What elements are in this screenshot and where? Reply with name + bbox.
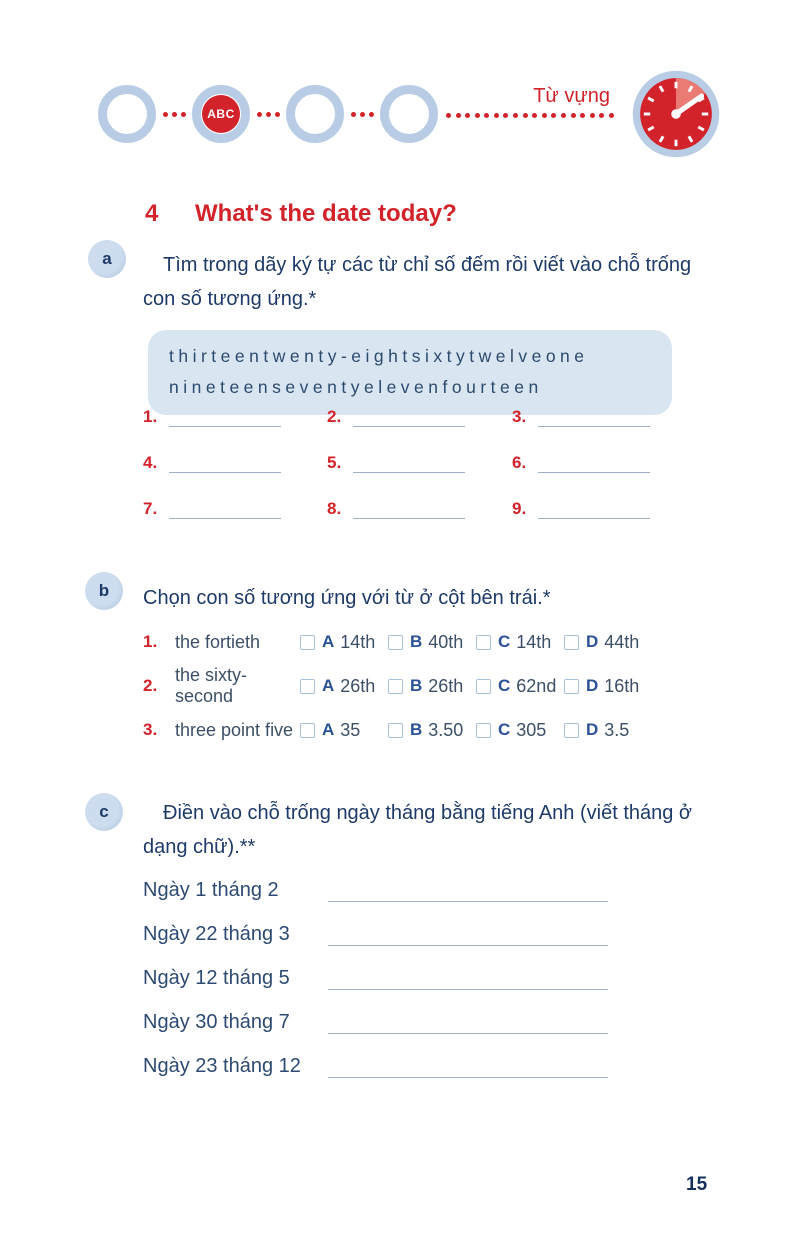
numbered-blank <box>327 406 512 427</box>
red-dot <box>257 112 262 117</box>
blank-number: 3. <box>512 407 527 426</box>
red-dot <box>275 112 280 117</box>
answer-line[interactable] <box>328 1014 608 1034</box>
red-dot <box>561 113 566 118</box>
answer-option <box>388 720 476 741</box>
answer-option <box>388 676 476 697</box>
lesson-title-text: What's the date today? <box>195 200 457 227</box>
option-checkbox[interactable] <box>564 679 579 694</box>
progress-circle-2 <box>286 85 344 143</box>
option-checkbox[interactable] <box>388 679 403 694</box>
answer-option <box>476 632 564 653</box>
option-letter: C <box>498 720 511 739</box>
option-checkbox[interactable] <box>300 635 315 650</box>
answer-line[interactable] <box>328 1058 608 1078</box>
red-dot <box>503 113 508 118</box>
red-dot <box>456 113 461 118</box>
numbered-blank <box>143 498 327 519</box>
blanks-grid <box>143 406 688 519</box>
option-checkbox[interactable] <box>300 723 315 738</box>
red-dot <box>360 112 365 117</box>
question-number: 3. <box>143 720 158 739</box>
question-term: the sixty-second <box>175 665 248 706</box>
option-letter: D <box>586 720 599 739</box>
red-dot <box>369 112 374 117</box>
red-dot <box>163 112 168 117</box>
letter-sequence-line2: nineteenseventyelevenfourteen <box>169 377 543 397</box>
blank-number: 6. <box>512 453 527 472</box>
dot-separator <box>156 112 192 117</box>
option-letter: B <box>410 676 423 695</box>
multiple-choice-row <box>143 620 713 664</box>
answer-line[interactable] <box>328 926 608 946</box>
answer-option <box>300 676 388 697</box>
red-dot <box>590 113 595 118</box>
answer-option <box>300 632 388 653</box>
multiple-choice-row <box>143 664 713 708</box>
option-value: 44th <box>604 631 640 652</box>
section-c-instruction: Điền vào chỗ trống ngày tháng bằng tiếng Anh (viết tháng ở dạng chữ).** <box>143 802 693 858</box>
red-dot <box>523 113 528 118</box>
progress-circle-3 <box>380 85 438 143</box>
multiple-choice-list <box>143 620 713 752</box>
date-label: Ngày 1 tháng 2 <box>143 879 279 901</box>
answer-option <box>564 632 652 653</box>
option-checkbox[interactable] <box>564 723 579 738</box>
date-row <box>143 990 643 1034</box>
option-checkbox[interactable] <box>476 679 491 694</box>
letter-search-box <box>148 330 672 415</box>
numbered-blank <box>327 498 512 519</box>
red-dot <box>513 113 518 118</box>
option-letter: A <box>322 676 335 695</box>
answer-option <box>564 676 652 697</box>
page-number: 15 <box>686 1174 708 1195</box>
red-dot <box>542 113 547 118</box>
progress-circle-abc <box>192 85 250 143</box>
lesson-number: 4 <box>145 200 159 227</box>
red-dot <box>446 113 451 118</box>
section-a-marker: a <box>88 240 126 278</box>
option-checkbox[interactable] <box>300 679 315 694</box>
dot-separator <box>344 112 380 117</box>
date-row <box>143 1034 643 1078</box>
red-dot <box>571 113 576 118</box>
answer-option <box>476 720 564 741</box>
red-dot <box>172 112 177 117</box>
red-dot <box>475 113 480 118</box>
answer-line[interactable] <box>169 410 281 427</box>
timer-icon <box>630 68 722 160</box>
date-label: Ngày 30 tháng 7 <box>143 1011 290 1033</box>
option-letter: C <box>498 676 511 695</box>
answer-option <box>388 632 476 653</box>
option-value: 305 <box>516 719 547 740</box>
red-dot <box>484 113 489 118</box>
date-label: Ngày 23 tháng 12 <box>143 1055 301 1077</box>
answer-line[interactable] <box>328 970 608 990</box>
answer-option <box>564 720 652 741</box>
option-checkbox[interactable] <box>564 635 579 650</box>
answer-option <box>300 720 388 741</box>
date-label: Ngày 12 tháng 5 <box>143 967 290 989</box>
option-checkbox[interactable] <box>388 635 403 650</box>
section-b-instruction: Chọn con số tương ứng với từ ở cột bên trái.* <box>143 587 551 609</box>
numbered-blank <box>143 452 327 473</box>
option-value: 3.50 <box>428 719 464 740</box>
option-value: 35 <box>340 719 361 740</box>
option-value: 26th <box>428 675 464 696</box>
answer-line[interactable] <box>538 410 650 427</box>
red-dot <box>266 112 271 117</box>
option-value: 16th <box>604 675 640 696</box>
red-dot <box>181 112 186 117</box>
answer-line[interactable] <box>169 456 281 473</box>
lesson-title <box>145 200 457 228</box>
option-value: 14th <box>340 631 376 652</box>
red-dot <box>465 113 470 118</box>
progress-circle-1 <box>98 85 156 143</box>
blank-number: 1. <box>143 407 158 426</box>
answer-line[interactable] <box>538 502 650 519</box>
numbered-blank <box>512 406 677 427</box>
option-letter: D <box>586 632 599 651</box>
red-dot <box>351 112 356 117</box>
blank-number: 7. <box>143 499 158 518</box>
question-number: 1. <box>143 632 158 651</box>
option-checkbox[interactable] <box>388 723 403 738</box>
question-number: 2. <box>143 676 158 695</box>
option-checkbox[interactable] <box>476 723 491 738</box>
red-dot <box>494 113 499 118</box>
red-dot <box>551 113 556 118</box>
answer-line[interactable] <box>353 410 465 427</box>
option-value: 26th <box>340 675 376 696</box>
option-letter: A <box>322 632 335 651</box>
date-exercise-list <box>143 858 643 1078</box>
red-dot <box>532 113 537 118</box>
blank-number: 4. <box>143 453 158 472</box>
option-value: 3.5 <box>604 719 630 740</box>
answer-option <box>476 676 564 697</box>
section-tag <box>446 85 614 118</box>
blank-number: 5. <box>327 453 342 472</box>
option-letter: D <box>586 676 599 695</box>
answer-line[interactable] <box>169 502 281 519</box>
section-b-marker: b <box>85 572 123 610</box>
option-checkbox[interactable] <box>476 635 491 650</box>
date-row <box>143 946 643 990</box>
option-value: 14th <box>516 631 552 652</box>
numbered-blank <box>512 452 677 473</box>
blank-number: 2. <box>327 407 342 426</box>
header <box>98 68 722 160</box>
question-term: three point five <box>175 719 294 740</box>
date-row <box>143 902 643 946</box>
section-c-marker: c <box>85 793 123 831</box>
blank-number: 9. <box>512 499 527 518</box>
red-dot <box>580 113 585 118</box>
blank-number: 8. <box>327 499 342 518</box>
letter-sequence-line1: thirteentwenty-eightsixtytwelveone <box>169 346 589 366</box>
dotted-line <box>446 113 614 118</box>
option-letter: B <box>410 632 423 651</box>
option-letter: A <box>322 720 335 739</box>
option-value: 62nd <box>516 675 557 696</box>
answer-line[interactable] <box>328 882 608 902</box>
red-dot <box>599 113 604 118</box>
numbered-blank <box>143 406 327 427</box>
answer-line[interactable] <box>353 502 465 519</box>
dot-separator <box>250 112 286 117</box>
answer-line[interactable] <box>538 456 650 473</box>
date-label: Ngày 22 tháng 3 <box>143 923 290 945</box>
section-a-instruction: Tìm trong dãy ký tự các từ chỉ số đếm rồi viết vào chỗ trống con số tương ứng.* <box>143 254 692 310</box>
red-dot <box>609 113 614 118</box>
vocabulary-tag-label: Từ vựng <box>533 84 610 107</box>
numbered-blank <box>512 498 677 519</box>
question-term: the fortieth <box>175 631 261 652</box>
abc-vocabulary-icon: ABC <box>202 95 240 133</box>
numbered-blank <box>327 452 512 473</box>
option-letter: B <box>410 720 423 739</box>
date-row <box>143 858 643 902</box>
multiple-choice-row <box>143 708 713 752</box>
answer-line[interactable] <box>353 456 465 473</box>
option-value: 40th <box>428 631 464 652</box>
option-letter: C <box>498 632 511 651</box>
